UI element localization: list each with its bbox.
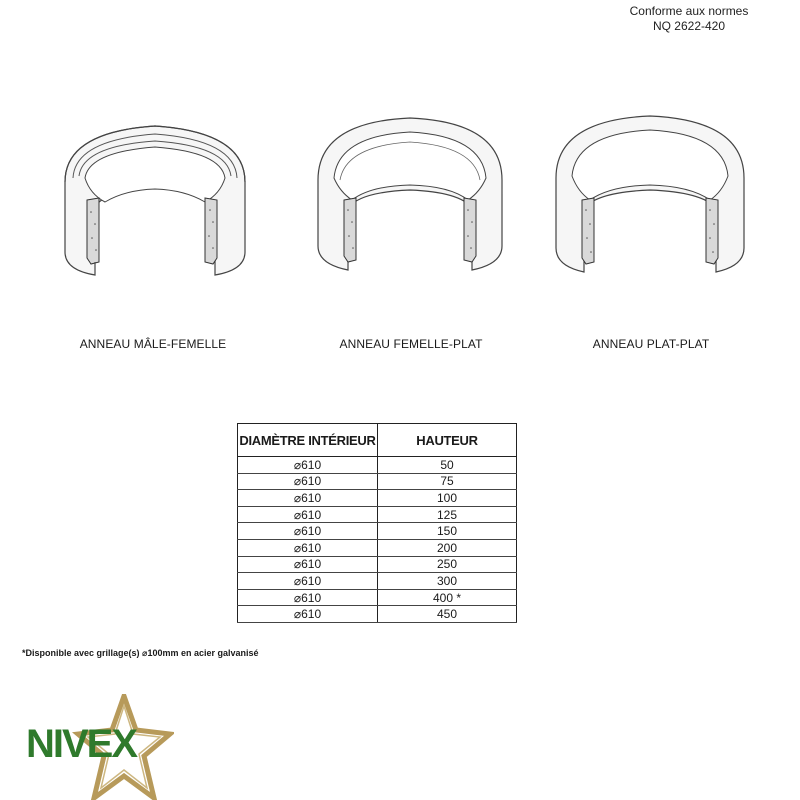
table-row [238,473,517,490]
table-row [238,523,517,540]
cell-height: 125 [378,506,517,523]
cell-diameter: ⌀610 [238,539,378,556]
ring-flat-flat-icon [550,112,750,282]
star-logo-icon [24,694,174,800]
header-inner-diameter: DIAMÈTRE INTÉRIEUR [238,424,378,457]
ring-male-female-icon [55,112,255,282]
cell-diameter: ⌀610 [238,457,378,474]
table-header-row [238,424,517,457]
table-row [238,457,517,474]
cell-height: 400 * [378,589,517,606]
logo-text: NIVEX [26,722,137,766]
table-row [238,589,517,606]
header-height: HAUTEUR [378,424,517,457]
cell-diameter: ⌀610 [238,606,378,623]
cell-diameter: ⌀610 [238,573,378,590]
footnote: *Disponible avec grillage(s) ⌀100mm en acier galvanisé [22,648,259,658]
cell-height: 250 [378,556,517,573]
dimensions-table [237,423,517,623]
cell-diameter: ⌀610 [238,523,378,540]
ring-male-female-figure [55,112,255,282]
cell-height: 50 [378,457,517,474]
cell-height: 75 [378,473,517,490]
cell-height: 100 [378,490,517,507]
nivex-logo [24,694,174,800]
ring-flat-flat-figure [550,112,750,282]
table-row [238,506,517,523]
cell-height: 200 [378,539,517,556]
cell-diameter: ⌀610 [238,556,378,573]
cell-height: 150 [378,523,517,540]
norms-notice [600,4,778,34]
norms-line-2: NQ 2622-420 [652,19,726,33]
ring-label-female-flat: ANNEAU FEMELLE-PLAT [339,337,483,351]
table-row [238,490,517,507]
ring-label-flat-flat: ANNEAU PLAT-PLAT [592,337,710,351]
table-row [238,573,517,590]
ring-female-flat-icon [310,112,510,282]
table-row [238,556,517,573]
cell-height: 450 [378,606,517,623]
ring-label-male-female: ANNEAU MÂLE-FEMELLE [79,337,227,351]
norms-line-1: Conforme aux normes [629,4,749,18]
cell-diameter: ⌀610 [238,490,378,507]
cell-diameter: ⌀610 [238,473,378,490]
cell-diameter: ⌀610 [238,589,378,606]
cell-height: 300 [378,573,517,590]
table-row [238,539,517,556]
cell-diameter: ⌀610 [238,506,378,523]
table-row [238,606,517,623]
ring-female-flat-figure [310,112,510,282]
